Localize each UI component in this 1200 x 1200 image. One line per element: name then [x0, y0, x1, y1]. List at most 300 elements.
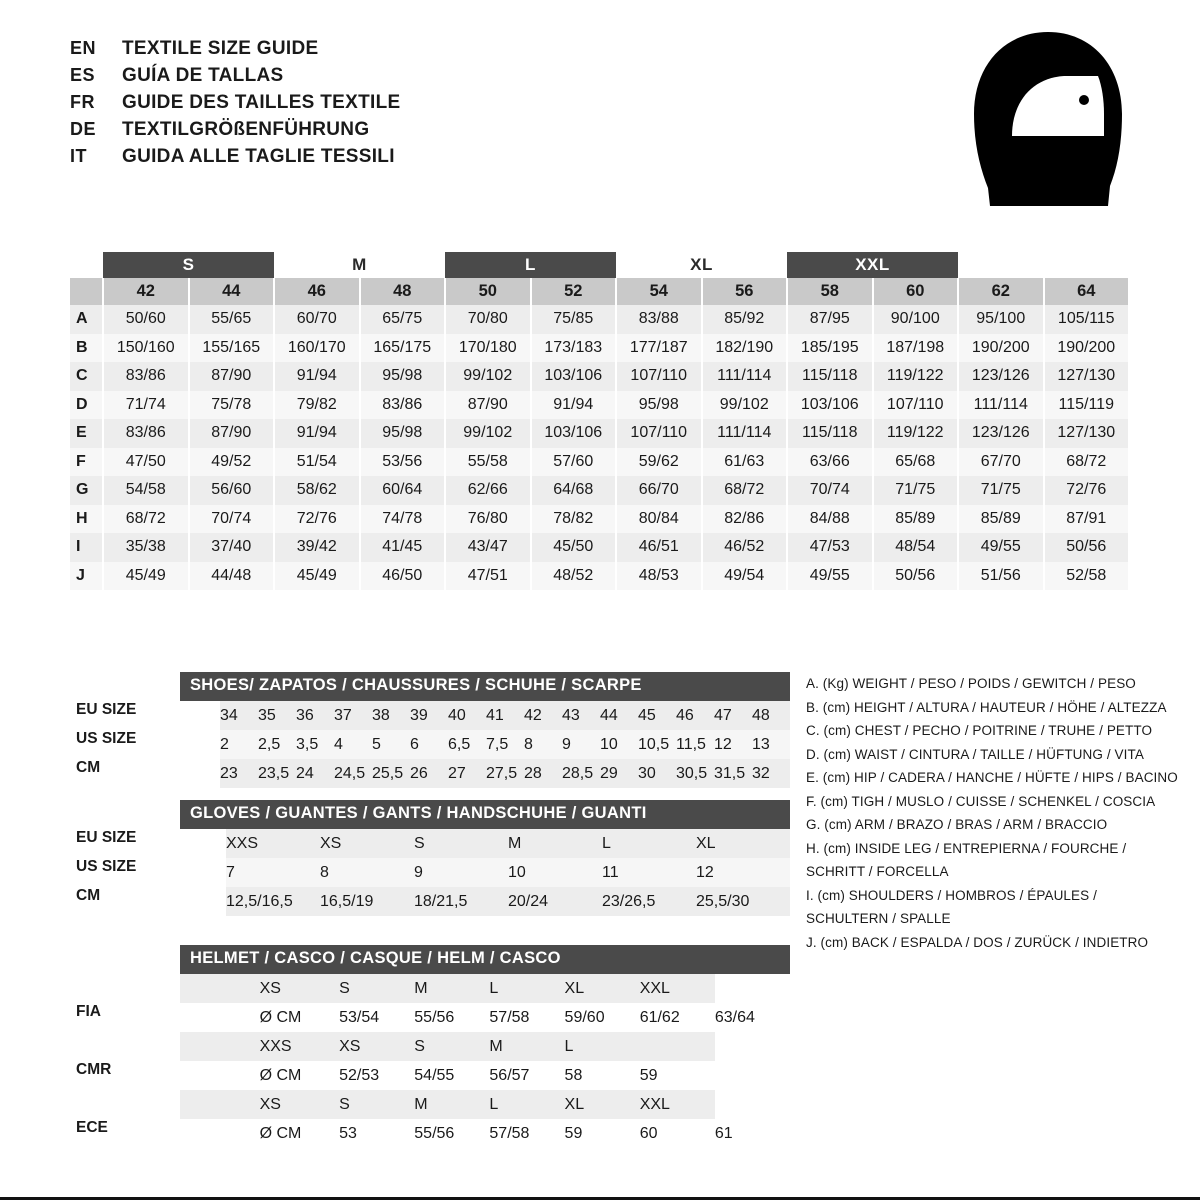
title-lang-de: DE	[70, 119, 97, 139]
table-corner-cell	[70, 278, 103, 305]
cell-F-46: 51/54	[274, 448, 360, 477]
shoes-cell-0-8: 42	[524, 701, 562, 730]
cell-D-46: 79/82	[274, 391, 360, 420]
table-row	[70, 505, 1129, 534]
shoes-cell-1-10: 10	[600, 730, 638, 759]
cell-I-58: 47/53	[787, 533, 873, 562]
cell-I-60: 48/54	[873, 533, 959, 562]
cell-E-62: 123/126	[958, 419, 1044, 448]
shoes-cell-0-14: 48	[752, 701, 790, 730]
cell-E-42: 83/86	[103, 419, 189, 448]
cell-I-50: 43/47	[445, 533, 531, 562]
table-row	[70, 448, 1129, 477]
table-row	[70, 562, 1129, 591]
cell-C-44: 87/90	[189, 362, 275, 391]
title-text-fr: GUIDE DES TAILLES TEXTILE	[122, 92, 401, 113]
size-column-header-64: 64	[1044, 278, 1130, 305]
gloves-cell-2-3: 20/24	[508, 887, 602, 916]
cell-H-48: 74/78	[360, 505, 446, 534]
measure-key-D: D	[70, 391, 103, 420]
shoes-cell-2-0: 23	[220, 759, 258, 788]
cell-G-64: 72/76	[1044, 476, 1130, 505]
cell-B-54: 177/187	[616, 334, 702, 363]
measure-key-E: E	[70, 419, 103, 448]
helmet-size-cmr-xs: XS	[339, 1032, 414, 1061]
cell-G-48: 60/64	[360, 476, 446, 505]
cell-D-62: 111/114	[958, 391, 1044, 420]
cell-A-44: 55/65	[189, 305, 275, 334]
cell-A-46: 60/70	[274, 305, 360, 334]
cell-D-42: 71/74	[103, 391, 189, 420]
helmet-size-header-row	[180, 1032, 790, 1061]
cell-G-50: 62/66	[445, 476, 531, 505]
cell-H-50: 76/80	[445, 505, 531, 534]
cell-H-62: 85/89	[958, 505, 1044, 534]
legend-line-2: C. (cm) CHEST / PECHO / POITRINE / TRUHE / PETTO	[806, 723, 1153, 738]
shoes-cell-2-9: 28,5	[562, 759, 600, 788]
shoes-cell-0-12: 46	[676, 701, 714, 730]
cell-E-54: 107/110	[616, 419, 702, 448]
title-text-it: GUIDA ALLE TAGLIE TESSILI	[122, 146, 395, 167]
cell-I-42: 35/38	[103, 533, 189, 562]
gloves-row	[180, 887, 790, 916]
size-band-m: M	[274, 252, 445, 278]
gloves-cell-2-4: 23/26,5	[602, 887, 696, 916]
shoes-cell-1-8: 8	[524, 730, 562, 759]
cell-G-46: 58/62	[274, 476, 360, 505]
table-row	[70, 362, 1129, 391]
helmet-table	[76, 974, 790, 1148]
helmet-value-filler	[715, 1061, 790, 1090]
size-column-header-60: 60	[873, 278, 959, 305]
measure-key-G: G	[70, 476, 103, 505]
helmet-size-fia-xxl: XXL	[640, 974, 715, 1003]
cell-I-48: 41/45	[360, 533, 446, 562]
helmet-size-fia-xs: XS	[260, 974, 340, 1003]
title-block	[70, 38, 400, 173]
gloves-cell-0-4: L	[602, 829, 696, 858]
shoes-cell-2-7: 27,5	[486, 759, 524, 788]
cell-B-58: 185/195	[787, 334, 873, 363]
shoes-cell-2-8: 28	[524, 759, 562, 788]
helmet-standard-label-ece: ECE	[76, 1119, 108, 1136]
cell-G-54: 66/70	[616, 476, 702, 505]
shoes-row-label: EU SIZE	[76, 701, 137, 718]
cell-C-52: 103/106	[531, 362, 617, 391]
cell-D-54: 95/98	[616, 391, 702, 420]
shoes-table	[76, 701, 790, 788]
gloves-row-label: EU SIZE	[76, 829, 137, 846]
shoes-cell-2-2: 24	[296, 759, 334, 788]
helmet-cell-cmr-1: 54/55	[414, 1061, 489, 1090]
cell-D-44: 75/78	[189, 391, 275, 420]
shoes-cell-1-13: 12	[714, 730, 752, 759]
gloves-cell-1-2: 9	[414, 858, 508, 887]
shoes-cell-0-3: 37	[334, 701, 372, 730]
shoes-cell-1-12: 11,5	[676, 730, 714, 759]
gloves-cell-0-1: XS	[320, 829, 414, 858]
shoes-cell-1-0: 2	[220, 730, 258, 759]
title-lang-it: IT	[70, 146, 87, 166]
cell-I-64: 50/56	[1044, 533, 1130, 562]
helmet-cell-ece-4: 60	[640, 1119, 715, 1148]
helmet-cell-cmr-3: 58	[565, 1061, 640, 1090]
cell-D-50: 87/90	[445, 391, 531, 420]
cell-B-64: 190/200	[1044, 334, 1130, 363]
cell-I-44: 37/40	[189, 533, 275, 562]
cell-B-62: 190/200	[958, 334, 1044, 363]
cell-I-62: 49/55	[958, 533, 1044, 562]
size-column-header-46: 46	[274, 278, 360, 305]
cell-H-56: 82/86	[702, 505, 788, 534]
cell-D-58: 103/106	[787, 391, 873, 420]
cell-H-60: 85/89	[873, 505, 959, 534]
shoes-row-label: CM	[76, 759, 101, 776]
gloves-cell-2-1: 16,5/19	[320, 887, 414, 916]
shoes-cell-2-11: 30	[638, 759, 676, 788]
cell-C-56: 111/114	[702, 362, 788, 391]
helmet-cell-fia-0: 53/54	[339, 1003, 414, 1032]
size-column-header-52: 52	[531, 278, 617, 305]
cell-C-50: 99/102	[445, 362, 531, 391]
shoes-cell-0-11: 45	[638, 701, 676, 730]
cell-H-52: 78/82	[531, 505, 617, 534]
gloves-row	[180, 858, 790, 887]
cell-F-52: 57/60	[531, 448, 617, 477]
title-lang-fr: FR	[70, 92, 95, 112]
title-row-es	[70, 65, 400, 92]
measure-key-A: A	[70, 305, 103, 334]
cell-F-50: 55/58	[445, 448, 531, 477]
helmet-size-fia-l: L	[489, 974, 564, 1003]
size-number-header-row	[70, 278, 1129, 305]
measure-key-C: C	[70, 362, 103, 391]
helmet-cell-fia-3: 59/60	[565, 1003, 640, 1032]
shoes-cell-0-9: 43	[562, 701, 600, 730]
shoes-cell-1-1: 2,5	[258, 730, 296, 759]
legend-line-3: D. (cm) WAIST / CINTURA / TAILLE / HÜFTUNG / VITA	[806, 746, 1144, 762]
size-column-header-50: 50	[445, 278, 531, 305]
gloves-cell-0-0: XXS	[226, 829, 320, 858]
title-text-es: GUÍA DE TALLAS	[122, 65, 284, 86]
shoes-cell-1-7: 7,5	[486, 730, 524, 759]
cell-H-54: 80/84	[616, 505, 702, 534]
helmet-size-ece-xl: XL	[565, 1090, 640, 1119]
size-column-header-42: 42	[103, 278, 189, 305]
gloves-cell-2-0: 12,5/16,5	[226, 887, 320, 916]
helmet-unit-cmr: Ø CM	[260, 1061, 340, 1090]
gloves-cell-1-1: 8	[320, 858, 414, 887]
helmet-standard-label-fia: FIA	[76, 1003, 101, 1020]
shoes-row	[180, 759, 790, 788]
table-row	[70, 305, 1129, 334]
size-column-header-56: 56	[702, 278, 788, 305]
cell-G-42: 54/58	[103, 476, 189, 505]
title-row-en	[70, 38, 400, 65]
legend-line-8: SCHRITT / FORCELLA	[806, 864, 949, 879]
cell-F-48: 53/56	[360, 448, 446, 477]
table-row	[70, 533, 1129, 562]
size-column-header-48: 48	[360, 278, 446, 305]
cell-C-54: 107/110	[616, 362, 702, 391]
shoes-cell-0-0: 34	[220, 701, 258, 730]
gloves-cell-2-2: 18/21,5	[414, 887, 508, 916]
gloves-cell-0-5: XL	[696, 829, 790, 858]
cell-E-58: 115/118	[787, 419, 873, 448]
cell-J-42: 45/49	[103, 562, 189, 591]
helmet-standard-label-cmr: CMR	[76, 1061, 112, 1078]
helmet-header-pad	[180, 1090, 260, 1119]
helmet-unit-ece: Ø CM	[260, 1119, 340, 1148]
cell-B-48: 165/175	[360, 334, 446, 363]
helmet-size-header-row	[180, 974, 790, 1003]
cell-B-50: 170/180	[445, 334, 531, 363]
title-row-it	[70, 146, 400, 173]
cell-E-56: 111/114	[702, 419, 788, 448]
helmet-size-fia-m: M	[414, 974, 489, 1003]
size-band-s: S	[103, 252, 274, 278]
size-band-xl: XL	[616, 252, 787, 278]
cell-F-58: 63/66	[787, 448, 873, 477]
helmet-size-ece-xxl: XXL	[640, 1090, 715, 1119]
helmet-size-cmr-s: S	[414, 1032, 489, 1061]
shoes-cell-2-14: 32	[752, 759, 790, 788]
cell-D-52: 91/94	[531, 391, 617, 420]
cell-C-48: 95/98	[360, 362, 446, 391]
table-row	[70, 476, 1129, 505]
shoes-row-label: US SIZE	[76, 730, 137, 747]
cell-A-64: 105/115	[1044, 305, 1130, 334]
cell-A-56: 85/92	[702, 305, 788, 334]
cell-B-42: 150/160	[103, 334, 189, 363]
helmet-size-fia-xl: XL	[565, 974, 640, 1003]
helmet-cell-ece-0: 53	[339, 1119, 414, 1148]
cell-H-46: 72/76	[274, 505, 360, 534]
helmet-unit-fia: Ø CM	[260, 1003, 340, 1032]
size-band-blank-6	[958, 252, 1044, 278]
gloves-cell-0-2: S	[414, 829, 508, 858]
helmet-cell-ece-5: 61	[715, 1119, 790, 1148]
size-column-header-62: 62	[958, 278, 1044, 305]
cell-I-56: 46/52	[702, 533, 788, 562]
size-column-header-54: 54	[616, 278, 702, 305]
cell-G-52: 64/68	[531, 476, 617, 505]
cell-B-46: 160/170	[274, 334, 360, 363]
shoes-cell-1-3: 4	[334, 730, 372, 759]
cell-F-64: 68/72	[1044, 448, 1130, 477]
gloves-cell-0-3: M	[508, 829, 602, 858]
legend-line-5: F. (cm) TIGH / MUSLO / CUISSE / SCHENKEL / COSCIA	[806, 793, 1156, 809]
gloves-cell-1-5: 12	[696, 858, 790, 887]
cell-B-56: 182/190	[702, 334, 788, 363]
helmet-cell-ece-2: 57/58	[489, 1119, 564, 1148]
shoes-cell-1-6: 6,5	[448, 730, 486, 759]
helmet-cell-fia-1: 55/56	[414, 1003, 489, 1032]
helmet-cell-ece-3: 59	[565, 1119, 640, 1148]
shoes-header: SHOES/ ZAPATOS / CHAUSSURES / SCHUHE / SCARPE	[180, 672, 790, 701]
helmet-size-header-row	[180, 1090, 790, 1119]
gloves-cell-1-0: 7	[226, 858, 320, 887]
cell-A-42: 50/60	[103, 305, 189, 334]
cell-H-42: 68/72	[103, 505, 189, 534]
helmet-cell-fia-2: 57/58	[489, 1003, 564, 1032]
cell-F-60: 65/68	[873, 448, 959, 477]
cell-H-44: 70/74	[189, 505, 275, 534]
cell-F-44: 49/52	[189, 448, 275, 477]
shoes-section	[76, 672, 790, 788]
cell-J-58: 49/55	[787, 562, 873, 591]
helmet-header-pad	[180, 974, 260, 1003]
cell-J-54: 48/53	[616, 562, 702, 591]
shoes-cell-0-6: 40	[448, 701, 486, 730]
cell-A-50: 70/80	[445, 305, 531, 334]
gloves-table	[76, 829, 790, 916]
shoes-cell-0-13: 47	[714, 701, 752, 730]
helmet-cell-fia-4: 61/62	[640, 1003, 715, 1032]
cell-I-54: 46/51	[616, 533, 702, 562]
cell-G-44: 56/60	[189, 476, 275, 505]
size-column-header-58: 58	[787, 278, 873, 305]
helmet-cell-ece-1: 55/56	[414, 1119, 489, 1148]
cell-A-62: 95/100	[958, 305, 1044, 334]
cell-E-52: 103/106	[531, 419, 617, 448]
shoes-cell-2-4: 25,5	[372, 759, 410, 788]
title-text-de: TEXTILGRÖßENFÜHRUNG	[122, 119, 370, 140]
measurement-legend	[806, 672, 1178, 954]
cell-D-48: 83/86	[360, 391, 446, 420]
gloves-section	[76, 800, 790, 916]
gloves-cell-1-4: 11	[602, 858, 696, 887]
cell-H-58: 84/88	[787, 505, 873, 534]
cell-C-62: 123/126	[958, 362, 1044, 391]
cell-F-54: 59/62	[616, 448, 702, 477]
textile-size-table	[70, 252, 1130, 590]
legend-line-6: G. (cm) ARM / BRAZO / BRAS / ARM / BRACCIO	[806, 817, 1108, 832]
cell-I-46: 39/42	[274, 533, 360, 562]
helmet-size-fia-s: S	[339, 974, 414, 1003]
legend-line-9: I. (cm) SHOULDERS / HOMBROS / ÉPAULES /	[806, 887, 1097, 903]
measure-key-B: B	[70, 334, 103, 363]
cell-D-60: 107/110	[873, 391, 959, 420]
helmet-header-pad	[180, 1032, 260, 1061]
shoes-row	[180, 730, 790, 759]
gloves-row-label: CM	[76, 887, 101, 904]
shoes-cell-0-10: 44	[600, 701, 638, 730]
legend-line-7: H. (cm) INSIDE LEG / ENTREPIERNA / FOURCHE /	[806, 840, 1127, 856]
helmet-cell-cmr-4: 59	[640, 1061, 715, 1090]
racing-helmet-icon	[968, 28, 1128, 213]
title-row-fr	[70, 92, 400, 119]
shoes-cell-1-5: 6	[410, 730, 448, 759]
helmet-values-row	[180, 1061, 790, 1090]
cell-B-60: 187/198	[873, 334, 959, 363]
helmet-size-ece-xs: XS	[260, 1090, 340, 1119]
cell-A-48: 65/75	[360, 305, 446, 334]
shoes-cell-0-4: 38	[372, 701, 410, 730]
cell-C-64: 127/130	[1044, 362, 1130, 391]
cell-C-42: 83/86	[103, 362, 189, 391]
shoes-cell-1-11: 10,5	[638, 730, 676, 759]
shoes-cell-0-1: 35	[258, 701, 296, 730]
legend-line-11: J. (cm) BACK / ESPALDA / DOS / ZURÜCK / INDIETRO	[806, 934, 1149, 950]
cell-I-52: 45/50	[531, 533, 617, 562]
shoes-cell-2-6: 27	[448, 759, 486, 788]
gloves-row	[180, 829, 790, 858]
helmet-size-cmr-m: M	[489, 1032, 564, 1061]
helmet-section	[76, 945, 790, 1148]
gloves-cell-1-3: 10	[508, 858, 602, 887]
legend-line-4: E. (cm) HIP / CADERA / HANCHE / HÜFTE / HIPS / BACINO	[806, 770, 1178, 785]
cell-E-44: 87/90	[189, 419, 275, 448]
measure-key-I: I	[70, 533, 103, 562]
gloves-cell-2-5: 25,5/30	[696, 887, 790, 916]
cell-J-46: 45/49	[274, 562, 360, 591]
cell-H-64: 87/91	[1044, 505, 1130, 534]
cell-J-62: 51/56	[958, 562, 1044, 591]
size-column-header-44: 44	[189, 278, 275, 305]
shoes-cell-0-2: 36	[296, 701, 334, 730]
gloves-row-label: US SIZE	[76, 858, 137, 875]
legend-line-0: A. (Kg) WEIGHT / PESO / POIDS / GEWITCH / PESO	[806, 676, 1136, 691]
helmet-header-filler	[640, 1032, 715, 1061]
cell-D-64: 115/119	[1044, 391, 1130, 420]
title-lang-es: ES	[70, 65, 96, 85]
helmet-values-row	[180, 1003, 790, 1032]
cell-A-52: 75/85	[531, 305, 617, 334]
cell-B-44: 155/165	[189, 334, 275, 363]
cell-B-52: 173/183	[531, 334, 617, 363]
helmet-cell-fia-5: 63/64	[715, 1003, 790, 1032]
size-band-blank-0	[70, 252, 103, 278]
shoes-cell-2-12: 30,5	[676, 759, 714, 788]
cell-D-56: 99/102	[702, 391, 788, 420]
cell-E-64: 127/130	[1044, 419, 1130, 448]
helmet-size-cmr-l: L	[565, 1032, 640, 1061]
helmet-header: HELMET / CASCO / CASQUE / HELM / CASCO	[180, 945, 790, 974]
table-row	[70, 391, 1129, 420]
size-band-xxl: XXL	[787, 252, 958, 278]
cell-E-48: 95/98	[360, 419, 446, 448]
cell-G-60: 71/75	[873, 476, 959, 505]
shoes-cell-2-10: 29	[600, 759, 638, 788]
cell-J-50: 47/51	[445, 562, 531, 591]
cell-C-60: 119/122	[873, 362, 959, 391]
shoes-cell-1-9: 9	[562, 730, 600, 759]
cell-G-56: 68/72	[702, 476, 788, 505]
helmet-size-ece-l: L	[489, 1090, 564, 1119]
cell-J-64: 52/58	[1044, 562, 1130, 591]
cell-J-60: 50/56	[873, 562, 959, 591]
shoes-cell-1-14: 13	[752, 730, 790, 759]
helmet-size-ece-m: M	[414, 1090, 489, 1119]
helmet-values-row	[180, 1119, 790, 1148]
shoes-cell-0-5: 39	[410, 701, 448, 730]
cell-E-60: 119/122	[873, 419, 959, 448]
measure-key-F: F	[70, 448, 103, 477]
cell-A-60: 90/100	[873, 305, 959, 334]
cell-G-62: 71/75	[958, 476, 1044, 505]
cell-C-58: 115/118	[787, 362, 873, 391]
table-row	[70, 419, 1129, 448]
title-text-en: TEXTILE SIZE GUIDE	[122, 38, 319, 59]
cell-E-50: 99/102	[445, 419, 531, 448]
cell-J-52: 48/52	[531, 562, 617, 591]
cell-E-46: 91/94	[274, 419, 360, 448]
cell-J-56: 49/54	[702, 562, 788, 591]
helmet-cell-cmr-2: 56/57	[489, 1061, 564, 1090]
shoes-cell-2-3: 24,5	[334, 759, 372, 788]
legend-line-1: B. (cm) HEIGHT / ALTURA / HAUTEUR / HÖHE / ALTEZZA	[806, 699, 1167, 715]
